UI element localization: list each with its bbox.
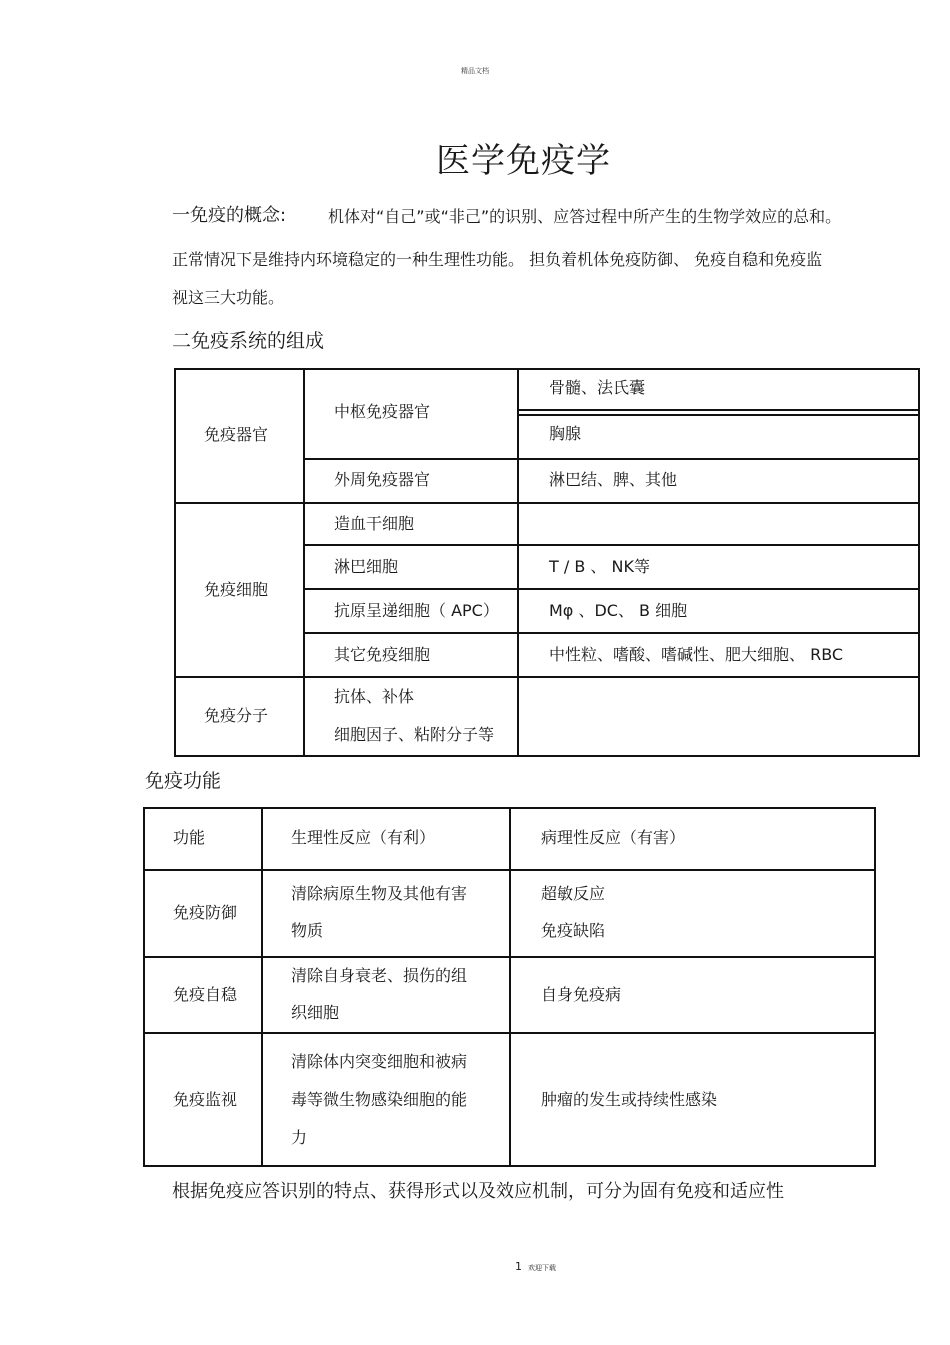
header-note: 精品文档 <box>461 67 489 75</box>
concept-line-3: 视这三大功能。 <box>172 288 285 307</box>
peripheral-organs-label: 外周免疫器官 <box>334 470 431 489</box>
molecules-line-2: 细胞因子、粘附分子等 <box>334 725 495 744</box>
cell-row-detail: Mφ 、DC、 B 细胞 <box>549 601 688 620</box>
central-item-2: 胸腺 <box>549 424 582 443</box>
closing-paragraph: 根据免疫应答识别的特点、获得形式以及效应机制，可分为固有免疫和适应性 <box>172 1181 784 1202</box>
concept-heading: 一免疫的概念: <box>172 205 287 226</box>
function-table <box>143 807 874 1165</box>
physiological-line: 清除体内突变细胞和被病 <box>291 1052 468 1071</box>
physiological-line: 毒等微生物感染细胞的能 <box>291 1090 468 1109</box>
function-name: 免疫自稳 <box>173 985 238 1004</box>
pathological-line: 免疫缺陷 <box>541 921 606 940</box>
physiological-line: 物质 <box>291 921 324 940</box>
cell-row-name: 淋巴细胞 <box>334 557 399 576</box>
physiological-line: 织细胞 <box>291 1003 340 1022</box>
page-footer <box>515 1260 556 1273</box>
function-heading: 免疫功能 <box>145 770 222 792</box>
physiological-line: 力 <box>291 1128 308 1147</box>
function-name: 免疫防御 <box>173 903 238 922</box>
physiological-line: 清除自身衰老、损伤的组 <box>291 966 468 985</box>
table-header: 生理性反应（有利） <box>291 828 436 847</box>
concept-line-1: 机体对“自己”或“非己”的识别、应答过程中所产生的生物学效应的总和。 <box>328 207 842 226</box>
composition-table <box>174 368 918 755</box>
cell-row-detail: 中性粒、嗜酸、嗜碱性、肥大细胞、 RBC <box>549 645 844 664</box>
cells-group-label: 免疫细胞 <box>204 580 269 599</box>
table-header: 病理性反应（有害） <box>541 828 686 847</box>
pathological-line: 肿瘤的发生或持续性感染 <box>541 1090 718 1109</box>
footer-note: 欢迎下载 <box>528 1264 556 1272</box>
concept-line-2: 正常情况下是维持内环境稳定的一种生理性功能。 担负着机体免疫防御、 免疫自稳和免疫监 <box>172 250 823 269</box>
cell-row-name: 抗原呈递细胞（ APC） <box>334 601 499 620</box>
central-item-1: 骨髓、法氏囊 <box>549 378 646 397</box>
cell-row-detail: T / B 、 NK等 <box>549 557 650 576</box>
molecules-line-1: 抗体、补体 <box>334 687 415 706</box>
central-organs-label: 中枢免疫器官 <box>334 402 431 421</box>
cell-row-name: 其它免疫细胞 <box>334 645 431 664</box>
cell-row-name: 造血干细胞 <box>334 514 415 533</box>
page-number: 1 <box>515 1260 522 1273</box>
page-title: 医学免疫学 <box>436 141 611 181</box>
table-header: 功能 <box>173 828 206 847</box>
molecules-group-label: 免疫分子 <box>204 706 269 725</box>
pathological-line: 超敏反应 <box>541 884 606 903</box>
function-name: 免疫监视 <box>173 1090 238 1109</box>
system-heading: 二免疫系统的组成 <box>172 330 325 352</box>
pathological-line: 自身免疫病 <box>541 985 622 1004</box>
physiological-line: 清除病原生物及其他有害 <box>291 884 468 903</box>
peripheral-items: 淋巴结、脾、其他 <box>549 470 678 489</box>
organs-group-label: 免疫器官 <box>204 425 269 444</box>
